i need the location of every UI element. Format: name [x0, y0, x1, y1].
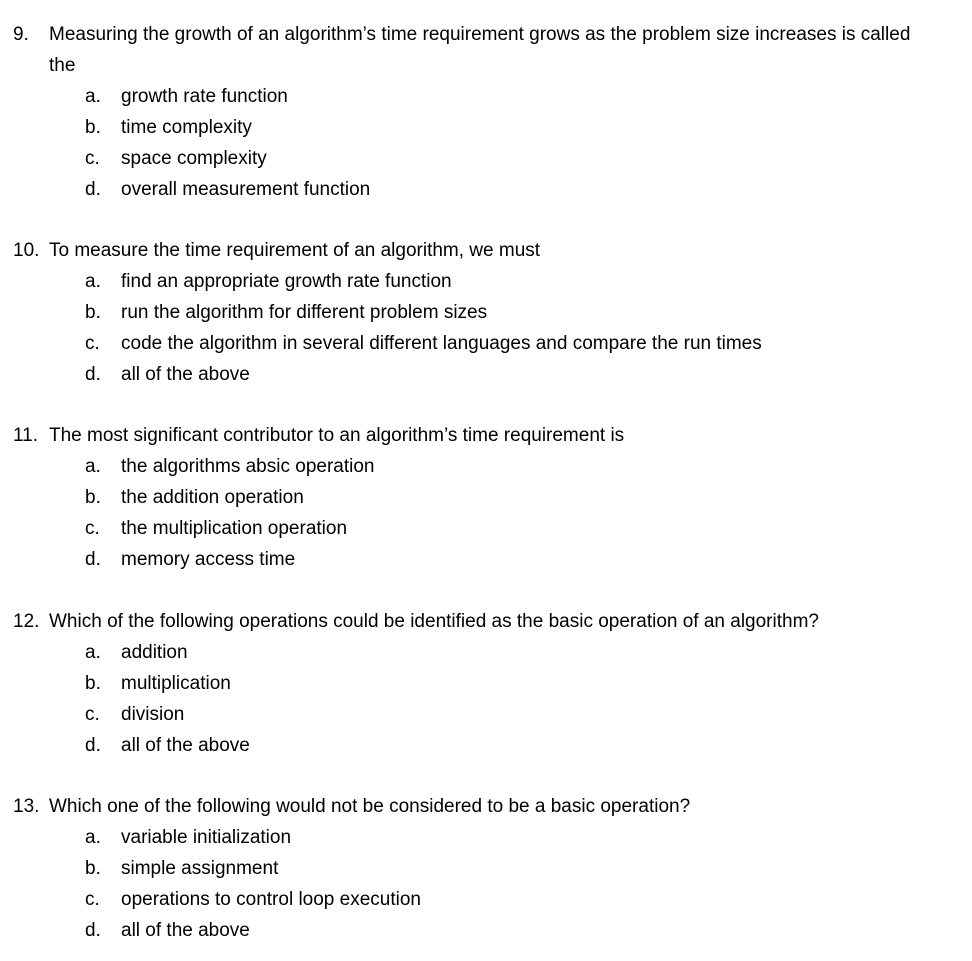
question-text: To measure the time requirement of an algorithm, we must — [49, 240, 541, 261]
option-letter: d. — [85, 735, 101, 756]
option-text: simple assignment — [121, 858, 279, 879]
question-text: Which one of the following would not be considered to be a basic operation? — [49, 796, 691, 817]
question-stem — [0, 420, 972, 451]
option-letter: b. — [85, 487, 101, 508]
option-text: the multiplication operation — [121, 518, 348, 539]
question-stem — [0, 606, 972, 637]
question-text: Which of the following operations could be identified as the basic operation of an algorithm? — [49, 611, 819, 632]
question-number: 12. — [13, 611, 40, 632]
option-letter: a. — [85, 827, 101, 848]
option-text: space complexity — [121, 148, 267, 169]
option-c — [0, 699, 972, 730]
option-text: the addition operation — [121, 487, 304, 508]
option-text: division — [121, 704, 185, 725]
option-letter: a. — [85, 456, 101, 477]
option-letter: a. — [85, 642, 101, 663]
option-letter: c. — [85, 518, 100, 539]
option-a — [0, 266, 972, 297]
question-stem — [0, 791, 972, 822]
option-text: multiplication — [121, 673, 231, 694]
option-b — [0, 112, 972, 143]
option-c — [0, 328, 972, 359]
option-d — [0, 730, 972, 761]
question-stem — [0, 19, 972, 81]
option-c — [0, 884, 972, 915]
option-letter: a. — [85, 271, 101, 292]
option-a — [0, 451, 972, 482]
option-text: find an appropriate growth rate function — [121, 271, 452, 292]
option-d — [0, 174, 972, 205]
option-letter: b. — [85, 858, 101, 879]
question-11 — [0, 420, 972, 575]
option-text: all of the above — [121, 735, 250, 756]
option-b — [0, 668, 972, 699]
question-number: 13. — [13, 796, 40, 817]
question-text: Measuring the growth of an algorithm’s time requirement grows as the problem size increases is called the — [49, 24, 911, 76]
question-number: 9. — [13, 24, 29, 45]
option-c — [0, 143, 972, 174]
option-letter: c. — [85, 148, 100, 169]
option-letter: d. — [85, 364, 101, 385]
option-text: run the algorithm for different problem sizes — [121, 302, 488, 323]
option-d — [0, 544, 972, 575]
question-number: 11. — [13, 425, 39, 446]
option-c — [0, 513, 972, 544]
option-text: all of the above — [121, 364, 250, 385]
option-a — [0, 81, 972, 112]
option-letter: b. — [85, 302, 101, 323]
option-text: growth rate function — [121, 86, 288, 107]
option-letter: c. — [85, 889, 100, 910]
option-letter: b. — [85, 673, 101, 694]
option-text: the algorithms absic operation — [121, 456, 375, 477]
option-text: memory access time — [121, 549, 296, 570]
option-text: operations to control loop execution — [121, 889, 421, 910]
option-a — [0, 637, 972, 668]
question-10 — [0, 235, 972, 390]
option-letter: b. — [85, 117, 101, 138]
option-letter: d. — [85, 179, 101, 200]
option-b — [0, 853, 972, 884]
question-number: 10. — [13, 240, 40, 261]
option-text: code the algorithm in several different languages and compare the run times — [121, 333, 762, 354]
option-text: variable initialization — [121, 827, 292, 848]
question-9 — [0, 19, 972, 205]
option-letter: a. — [85, 86, 101, 107]
option-a — [0, 822, 972, 853]
option-text: addition — [121, 642, 188, 663]
option-text: all of the above — [121, 920, 250, 941]
option-b — [0, 297, 972, 328]
option-letter: c. — [85, 333, 100, 354]
option-letter: d. — [85, 549, 101, 570]
option-b — [0, 482, 972, 513]
question-13 — [0, 791, 972, 946]
question-text: The most significant contributor to an algorithm’s time requirement is — [49, 425, 625, 446]
question-12 — [0, 606, 972, 761]
option-text: overall measurement function — [121, 179, 371, 200]
option-d — [0, 359, 972, 390]
option-text: time complexity — [121, 117, 252, 138]
option-d — [0, 915, 972, 946]
question-stem — [0, 235, 972, 266]
option-letter: d. — [85, 920, 101, 941]
option-letter: c. — [85, 704, 100, 725]
